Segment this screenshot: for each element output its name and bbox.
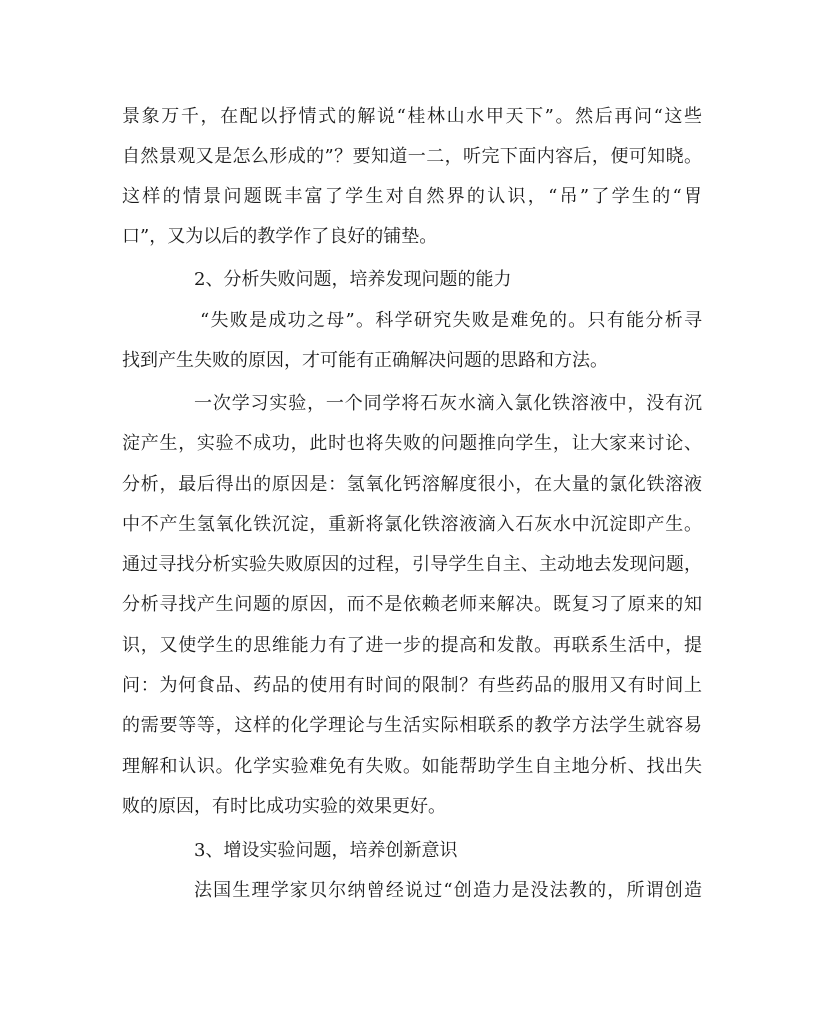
section-heading: 2、分析失败问题，培养发现问题的能力 xyxy=(194,269,512,290)
paragraph-line: 问：为何食品、药品的使用有时间的限制？有些药品的服用又有时间上 xyxy=(122,675,702,696)
paragraph-line: 败的原因，有时比成功实验的效果更好。 xyxy=(122,796,446,817)
paragraph-line: 的需要等等，这样的化学理论与生活实际相联系的教学方法学生就容易 xyxy=(122,715,702,736)
paragraph-line: 找到产生失败的原因，才可能有正确解决问题的思路和方法。 xyxy=(122,350,608,371)
paragraph-line: 通过寻找分析实验失败原因的过程，引导学生自主、主动地去发现问题， xyxy=(122,554,702,575)
paragraph-line: 自然景观又是怎么形成的”？要知道一二，听完下面内容后，便可知晓。 xyxy=(122,146,702,167)
paragraph-line: 分析，最后得出的原因是：氢氧化钙溶解度很小，在大量的氯化铁溶液 xyxy=(122,474,702,495)
paragraph-line: 这样的情景问题既丰富了学生对自然界的认识，“吊”了学生的“胃 xyxy=(122,186,702,207)
paragraph-line: 一次学习实验，一个同学将石灰水滴入氯化铁溶液中，没有沉 xyxy=(194,393,702,414)
paragraph-line: 中不产生氢氧化铁沉淀，重新将氯化铁溶液滴入石灰水中沉淀即产生。 xyxy=(122,514,702,535)
paragraph-line: 法国生理学家贝尔纳曾经说过“创造力是没法教的，所谓创造 xyxy=(194,880,702,901)
paragraph-line: 口”，又为以后的教学作了良好的铺垫。 xyxy=(122,226,438,247)
paragraph-line: “失败是成功之母”。科学研究失败是难免的。只有能分析寻 xyxy=(200,310,702,331)
section-heading: 3、增设实验问题，培养创新意识 xyxy=(194,840,458,861)
paragraph-line: 理解和认识。化学实验难免有失败。如能帮助学生自主地分析、找出失 xyxy=(122,756,702,777)
paragraph-line: 淀产生，实验不成功，此时也将失败的问题推向学生，让大家来讨论、 xyxy=(122,433,702,454)
paragraph-line: 识，又使学生的思维能力有了进一步的提高和发散。再联系生活中，提 xyxy=(122,635,702,656)
paragraph-line: 分析寻找产生问题的原因，而不是依赖老师来解决。既复习了原来的知 xyxy=(122,594,702,615)
paragraph-line: 景象万千，在配以抒情式的解说“桂林山水甲天下”。然后再问“这些 xyxy=(122,106,702,127)
